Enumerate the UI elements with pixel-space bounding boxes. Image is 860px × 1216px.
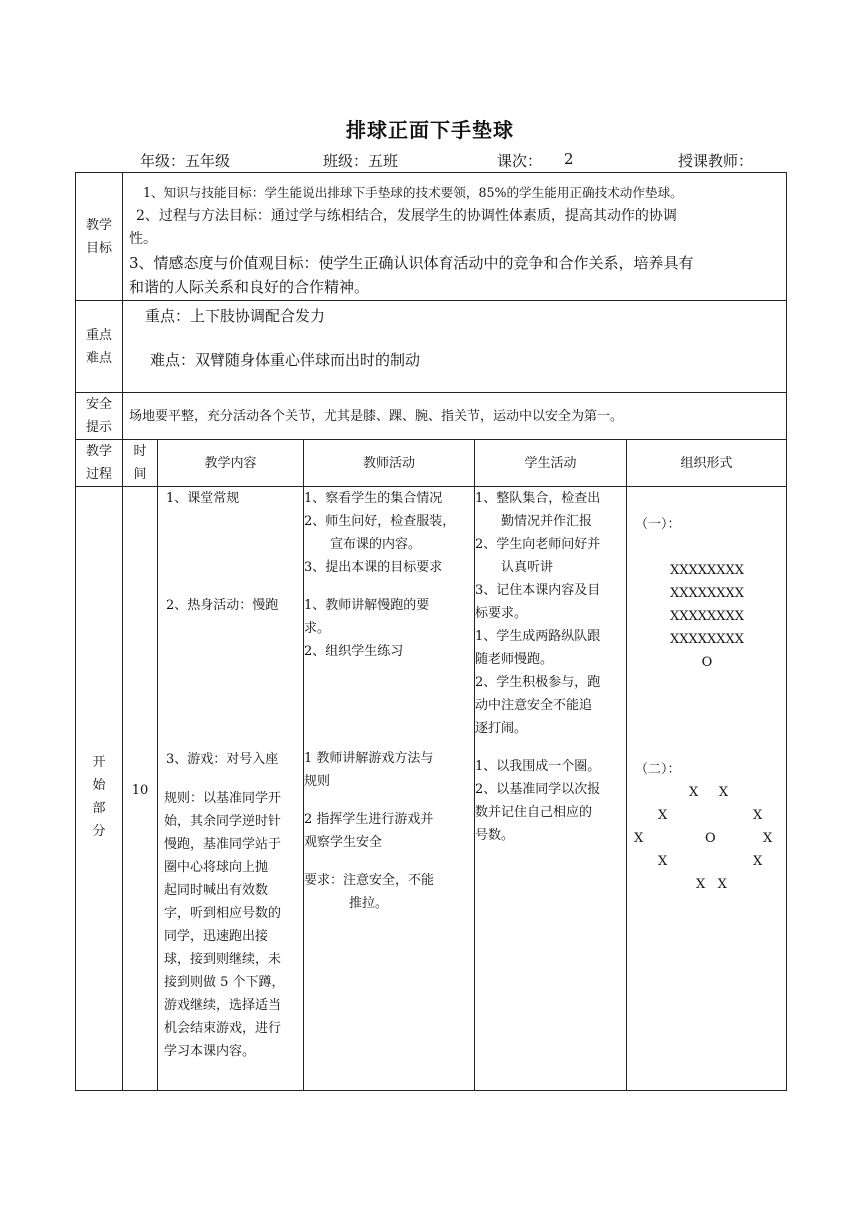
circle-player-mark: X X [689,785,729,800]
student-activity-line: 3、记住本课内容及目 [475,583,601,598]
rule-line: 字，听到相应号数的 [164,906,282,921]
rule-line: 接到则做 5 个下蹲， [164,975,285,990]
rule-line: 起同时喊出有效数 [164,883,269,898]
grade-info: 年级：五年级 [140,152,231,170]
circle-player-mark: X X [696,877,727,892]
rule-line: 慢跑，基准同学站于 [164,837,282,852]
difficulty-point: 难点：双臂随身体重心伴球而出时的制动 [150,351,421,369]
rule-line: 学习本课内容。 [164,1044,256,1059]
header-process-line2: 过程 [85,467,112,482]
key-point: 重点：上下肢协调配合发力 [145,307,326,325]
section-time: 10 [123,487,158,1091]
objectives-content [123,173,787,301]
safety-label-line1: 安全 [85,397,112,412]
student-activity-line: 2、以基准同学以次报 [475,782,601,797]
circle-player-mark: X [763,831,773,846]
lesson-number: 2 [564,150,574,168]
teacher-activity-line: 观察学生安全 [304,835,383,850]
safety-content [123,393,787,440]
header-organization: 组织形式 [627,440,787,487]
keypoints-label-line2: 难点 [85,350,112,366]
section-teacher-activity [304,487,475,1091]
safety-label-line2: 提示 [85,420,112,435]
teacher-activity-line: 求。 [304,621,331,636]
header-process-line1: 教学 [85,444,112,459]
formation-row: XXXXXXXX [669,632,745,647]
student-activity-line: 随老师慢跑。 [475,652,554,667]
lesson-plan-table [75,172,787,1091]
teacher-activity-line: 2、组织学生练习 [304,644,404,659]
keypoints-row [76,301,787,393]
section-student-activity [475,487,627,1091]
objectives-label-line2: 目标 [85,240,112,256]
teacher-activity-line: 宣布课的内容。 [330,537,422,552]
content-item-routine: 1、课堂常规 [166,491,240,506]
page-title: 排球正面下手垫球 [346,118,514,142]
formation-two-circle [627,487,787,987]
student-activity-line: 号数。 [475,828,515,843]
objective-process-cont: 性。 [129,231,157,247]
rule-line: 始，其余同学逆时针 [164,814,282,829]
teacher-activity-line: 3、提出本课的目标要求 [304,560,443,575]
circle-center-marker: O [705,831,716,846]
formation-two-label: （二）： [635,762,681,777]
circle-player-mark: X [658,854,668,869]
safety-label [76,393,123,440]
header-time-line2: 间 [133,467,147,482]
rule-line: 同学，迅速跑出接 [164,929,269,944]
teacher-activity-line: 1、教师讲解慢跑的要 [304,598,430,613]
header-teacher: 教师活动 [304,440,475,487]
section-name [76,487,123,1091]
formation-row: XXXXXXXX [669,563,745,578]
teacher-activity-line: 1、察看学生的集合情况 [304,491,443,506]
objective-attitude-cont: 和谐的人际关系和良好的合作精神。 [129,278,370,296]
student-activity-line: 标要求。 [475,606,528,621]
content-item-game: 3、游戏：对号入座 [166,752,279,767]
formation-row: XXXXXXXX [669,609,745,624]
teacher-position-marker: O [701,655,713,670]
game-rules [164,787,303,1063]
student-activity-line: 1、整队集合，检查出 [475,491,601,506]
student-activity-line: 1、以我围成一个圈。 [475,759,601,774]
circle-player-mark: X [634,831,644,846]
class-info: 班级：五班 [323,152,399,170]
section-name-char: 分 [92,823,106,839]
teacher-activity-line: 规则 [304,774,331,789]
header-time [123,440,158,487]
section-name-char: 始 [92,777,106,793]
student-activity-line: 动中注意安全不能追 [475,698,593,713]
safety-row [76,393,787,440]
opening-section-row [76,487,787,1091]
rule-line: 圈中心将球向上抛 [164,860,269,875]
keypoints-content [123,301,787,393]
header-student: 学生活动 [475,440,627,487]
rule-line: 游戏继续，选择适当 [164,998,282,1013]
formation-one-label: （一）： [635,517,681,532]
objectives-label-line1: 教学 [85,217,112,233]
teacher-activity-line: 推拉。 [349,896,389,911]
circle-player-mark: X [658,808,668,823]
section-organization [627,487,787,1091]
student-activity-line: 逐打闹。 [475,721,528,736]
lesson-label: 课次： [497,152,543,170]
header-content: 教学内容 [158,440,304,487]
section-name-char: 开 [92,754,106,770]
keypoints-label [76,301,123,393]
student-activity-line: 勤情况并作汇报 [501,514,593,529]
student-activity-line: 2、学生向老师问好并 [475,537,601,552]
student-activity-line: 1、学生成两路纵队跟 [475,629,601,644]
header-time-line1: 时 [133,444,147,459]
header-process [76,440,123,487]
rule-line: 机会结束游戏，进行 [164,1021,282,1036]
rule-line: 球，接到则继续，未 [164,952,282,967]
objective-attitude: 3、情感态度与价值观目标：使学生正确认识体育活动中的竞争和合作关系，培养具有 [129,254,694,272]
student-activity-line: 认真听讲 [501,560,554,575]
teacher-info: 授课教师： [678,152,754,170]
objective-knowledge: 1、知识与技能目标：学生能说出排球下手垫球的技术要领，85%的学生能用正确技术动作垫球。 [143,185,683,200]
circle-player-mark: X [753,854,763,869]
objective-process: 2、过程与方法目标：通过学与练相结合，发展学生的协调性体素质，提高其动作的协调 [136,208,677,224]
objectives-row [76,173,787,301]
circle-player-mark: X [753,808,763,823]
teacher-activity-line: 要求：注意安全，不能 [304,873,435,888]
student-activity-line: 数并记住自己相应的 [475,805,593,820]
content-item-warmup: 2、热身活动：慢跑 [166,598,279,613]
rule-line: 规则：以基准同学开 [164,791,282,806]
objectives-label [76,173,123,301]
teacher-activity-line: 2 指挥学生进行游戏并 [304,812,434,827]
student-activity-line: 2、学生积极参与，跑 [475,675,601,690]
teacher-activity-line: 1 教师讲解游戏方法与 [304,751,434,766]
formation-row: XXXXXXXX [669,586,745,601]
teacher-activity-line: 2、师生问好，检查服装， [304,514,456,529]
header-row [76,440,787,487]
section-content [158,487,304,1091]
section-name-char: 部 [92,800,106,816]
keypoints-label-line1: 重点 [85,327,112,343]
safety-text: 场地要平整，充分活动各个关节，尤其是膝、踝、腕、指关节，运动中以安全为第一。 [129,408,624,424]
